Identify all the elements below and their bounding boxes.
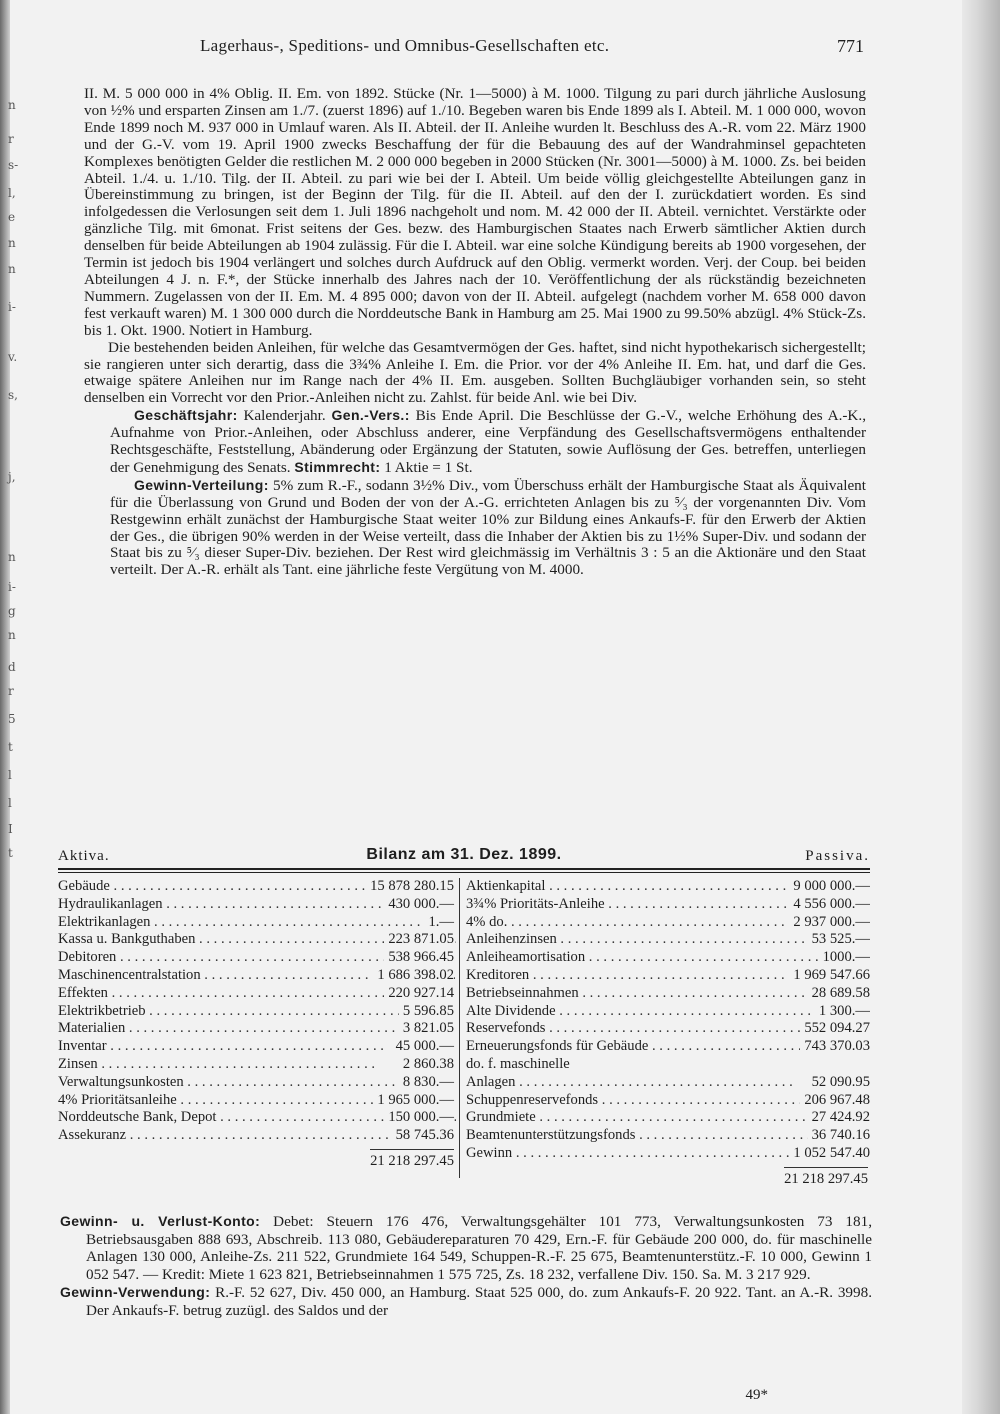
aktiva-row bbox=[58, 949, 456, 967]
aktiva-label: Effekten . . . bbox=[58, 985, 385, 1003]
aktiva-total: 21 218 297.45 bbox=[370, 1149, 454, 1171]
margin-fragment: n bbox=[8, 98, 16, 112]
passiva-label: Anleihenzinsen . . . bbox=[466, 931, 834, 949]
margin-fragment: t bbox=[8, 846, 13, 860]
aktiva-row bbox=[58, 931, 456, 949]
passiva-row bbox=[466, 1127, 870, 1145]
aktiva-row bbox=[58, 914, 456, 932]
aktiva-amount: 8 830.— bbox=[399, 1074, 454, 1092]
passiva-label: Alte Dividende . . . bbox=[466, 1003, 833, 1021]
body-text bbox=[84, 86, 866, 579]
aktiva-row bbox=[58, 1092, 456, 1110]
gv-section bbox=[60, 1213, 872, 1321]
passiva-row bbox=[466, 931, 870, 949]
passiva-amount: 28 689.58 bbox=[808, 985, 870, 1003]
gewinn-verteilung-label: Gewinn-Verteilung: bbox=[134, 476, 269, 493]
gen-vers-label: Gen.-Vers.: bbox=[331, 407, 410, 424]
aktiva-label: Hydraulikanlagen . . . bbox=[58, 896, 440, 914]
aktiva-amount: 150 000.— bbox=[384, 1109, 454, 1127]
aktiva-total-row bbox=[58, 1149, 456, 1169]
margin-fragment: r bbox=[8, 684, 14, 698]
aktiva-row bbox=[58, 985, 456, 1003]
passiva-row bbox=[466, 967, 870, 985]
passiva-column bbox=[466, 878, 870, 1187]
margin-fragment: I bbox=[8, 822, 13, 836]
aktiva-column bbox=[58, 878, 456, 1169]
aktiva-label: Verwaltungsunkosten . . . bbox=[58, 1074, 456, 1092]
aktiva-amount: 430 000.— bbox=[384, 896, 454, 914]
bilanz-title: Bilanz am 31. Dez. 1899. bbox=[366, 846, 562, 863]
aktiva-amount: 15 878 280.15 bbox=[366, 878, 454, 896]
aktiva-row bbox=[58, 1127, 456, 1145]
gv-konto-label: Gewinn- u. Verlust-Konto: bbox=[60, 1213, 261, 1229]
aktiva-amount: 220 927.14 bbox=[384, 985, 454, 1003]
passiva-label: Betriebseinnahmen . . . bbox=[466, 985, 856, 1003]
aktiva-row bbox=[58, 1003, 456, 1021]
margin-fragment: r bbox=[8, 132, 14, 146]
passiva-amount: 2 937 000.— bbox=[789, 914, 870, 932]
aktiva-row bbox=[58, 896, 456, 914]
column-divider bbox=[459, 878, 460, 1178]
margin-fragment: i- bbox=[8, 300, 16, 314]
aktiva-heading: Aktiva. bbox=[58, 848, 110, 864]
gewinn-verwendung-label: Gewinn-Verwendung: bbox=[60, 1284, 211, 1301]
gv-konto-text: Debet: Steuern 176 476, Verwaltungsgehälter 101 773, Verwaltungsunkosten 73 181, Betriebsausgaben 888 693, Abschreib. 113 080, Gebäudereparaturen 70 429, Ern.-F. für Gebäude 200 000, do. für maschinelle Anlagen 130 000, Anleihe-Zs. 211 522, Grundmiete 164 549, Schuppen-R.-F. 25 675, Beamtenunterstütz.-F. 10 000, Gewinn 1 052 547. — Kredit: Miete 1 623 821, Betriebseinnahmen 1 575 725, Zs. 18 232, verfallene Div. 150. Sa. M. 3 217 929. bbox=[86, 1213, 872, 1283]
passiva-amount: 1 300.— bbox=[815, 1003, 870, 1021]
passiva-row bbox=[466, 985, 870, 1003]
passiva-row bbox=[466, 949, 870, 967]
aktiva-label: 4% Prioritätsanleihe . . . bbox=[58, 1092, 454, 1110]
passiva-label: 3¾% Prioritäts-Anleihe . . . bbox=[466, 896, 870, 914]
aktiva-label: Gebäude . . . bbox=[58, 878, 387, 896]
stimmrecht-text: 1 Aktie = 1 St. bbox=[380, 458, 473, 476]
bilanz-header bbox=[58, 846, 870, 868]
margin-fragment: t bbox=[8, 740, 13, 754]
passiva-row bbox=[466, 1003, 870, 1021]
passiva-row bbox=[466, 914, 870, 932]
margin-fragment: n bbox=[8, 550, 16, 564]
passiva-amount: 36 740.16 bbox=[808, 1127, 870, 1145]
passiva-total-row bbox=[466, 1167, 870, 1187]
passiva-amount: 52 090.95 bbox=[808, 1074, 870, 1092]
aktiva-amount: 1 686 398.02 bbox=[373, 967, 454, 985]
passiva-amount: 53 525.— bbox=[808, 931, 870, 949]
aktiva-amount: 1.— bbox=[424, 914, 454, 932]
running-title: Lagerhaus-, Speditions- und Omnibus-Gesellschaften etc. bbox=[200, 36, 610, 55]
aktiva-amount: 45 000.— bbox=[392, 1038, 454, 1056]
passiva-label: Gewinn . . . bbox=[466, 1145, 790, 1163]
aktiva-amount: 1 965 000.— bbox=[373, 1092, 454, 1110]
passiva-label: Schuppenreservefonds . . . bbox=[466, 1092, 870, 1110]
passiva-row bbox=[466, 1038, 870, 1056]
header-rule bbox=[58, 868, 870, 873]
passiva-label: Beamtenunterstützungsfonds . . . bbox=[466, 1127, 870, 1145]
passiva-row bbox=[466, 896, 870, 914]
passiva-amount: 743 370.03 bbox=[800, 1038, 870, 1056]
aktiva-row bbox=[58, 1109, 456, 1127]
margin-fragment: g bbox=[8, 604, 16, 618]
passiva-row bbox=[466, 878, 870, 896]
passiva-amount: 206 967.48 bbox=[800, 1092, 870, 1110]
aktiva-amount: 223 871.05 bbox=[384, 931, 454, 949]
aktiva-row bbox=[58, 1020, 456, 1038]
aktiva-label: Kassa u. Bankguthaben . . . bbox=[58, 931, 456, 949]
passiva-row bbox=[466, 1056, 870, 1074]
passiva-label: do. f. maschinelle bbox=[466, 1055, 570, 1072]
passiva-row bbox=[466, 1109, 870, 1127]
passiva-row bbox=[466, 1020, 870, 1038]
passiva-label: 4% do. . . . bbox=[466, 914, 785, 932]
aktiva-label: Norddeutsche Bank, Depot . . . bbox=[58, 1109, 456, 1127]
running-head bbox=[80, 36, 870, 62]
gewinn-verteilung-text: 5% zum R.-F., sodann 3½% Div., vom Überschuss erhält der Hamburgische Staat als Äquivalent für die Überlassung von Grund und Boden der von der A.-G. errichteten Anlagen bis zu ⁵⁄₃ der vorgenannten Div. Vom Restgewinn erhält zunächst der Hamburgische Staat weiter 10% zur Bildung eines Ankaufs-F. für den Erwerb der Aktien der Ges., die übrigen 90% werden in der Weise verteilt, dass die Inhaber der Aktien bis zu 1½% Super-Div. und sodann der Staat bis zu ⁵⁄₃ dieser Super-Div. beziehen. Der Rest wird gleichmässig im Verhältnis 3 : 5 an die Aktionäre und den Staat verteilt. Der A.-R. erhält als Tant. eine jährliche feste Vergütung von M. 4000. bbox=[110, 476, 866, 579]
passiva-amount: 1000.— bbox=[819, 949, 870, 967]
passiva-row bbox=[466, 1145, 870, 1163]
aktiva-label: Zinsen . . . bbox=[58, 1056, 375, 1074]
margin-fragment: l bbox=[8, 768, 12, 782]
passiva-amount: 552 094.27 bbox=[800, 1020, 870, 1038]
gv-konto-paragraph bbox=[60, 1213, 872, 1283]
margin-fragment: n bbox=[8, 236, 16, 250]
passiva-label: Grundmiete . . . bbox=[466, 1109, 813, 1127]
aktiva-label: Elektrikanlagen . . . bbox=[58, 914, 428, 932]
margin-fragment: n bbox=[8, 628, 16, 642]
stimmrecht-label: Stimmrecht: bbox=[294, 458, 381, 475]
margin-fragment: e bbox=[8, 210, 16, 224]
aktiva-label: Inventar . . . bbox=[58, 1038, 384, 1056]
aktiva-row bbox=[58, 878, 456, 896]
passiva-label: Kreditoren . . . bbox=[466, 967, 807, 985]
margin-fragment: l, bbox=[8, 186, 16, 200]
margin-fragment: n bbox=[8, 262, 16, 276]
margin-fragment: 5 bbox=[8, 712, 16, 726]
gewinn-verwendung-paragraph bbox=[60, 1284, 872, 1319]
passiva-row bbox=[466, 1074, 870, 1092]
passiva-heading: Passiva. bbox=[805, 848, 870, 864]
margin-fragment: l bbox=[8, 796, 12, 810]
aktiva-label: Assekuranz . . . bbox=[58, 1127, 403, 1145]
aktiva-row bbox=[58, 1038, 456, 1056]
geschaeftsjahr-label: Geschäftsjahr: bbox=[134, 407, 238, 424]
passiva-label: Reservefonds . . . bbox=[466, 1020, 823, 1038]
margin-fragment: v. bbox=[8, 350, 18, 364]
margin-fragment: s, bbox=[8, 388, 18, 402]
passiva-amount: 4 556 000.— bbox=[789, 896, 870, 914]
margin-fragment: i- bbox=[8, 580, 16, 594]
aktiva-label: Elektrikbetrieb . . . bbox=[58, 1003, 423, 1021]
aktiva-row bbox=[58, 1074, 456, 1092]
aktiva-label: Maschinencentralstation . . . bbox=[58, 967, 456, 985]
passiva-amount: 1 052 547.40 bbox=[789, 1145, 870, 1163]
aktiva-amount: 5 596.85 bbox=[399, 1003, 454, 1021]
paragraph-anleihe-ii: II. M. 5 000 000 in 4% Oblig. II. Em. von 1892. Stücke (Nr. 1—5000) à M. 1000. Tilgung zu pari durch jährliche Auslosung von ½% und ersparten Zinsen am 1./7. (zuerst 1896) auf 1./10. Begeben waren bis Ende 1899 als I. Abteil. M. 1 000 000, wovon Ende 1899 noch M. 937 000 in Umlauf waren. Als II. Abteil. der II. Anleihe wurden lt. Beschluss des A.-R. vom 22. März 1900 und der G.-V. vom 19. April 1900 zwecks Beschaffung der für die Bebauung des auf der Wandrahminsel gepachteten Komplexes benötigten Gelder die restlichen M. 2 000 000 begeben in 2000 Stücken (Nr. 3001—5000) à M. 1000. Zs. bei beiden Abteil. 1./4. u. 1./10. Tilg. der II. Abteil. zu pari wie bei der I. Abteil. Um beide völlig gleichgestellte Abteilungen ganz in Übereinstimmung zu bringen, ist der Beginn der Tilg. für die II. Abteil. auf den der I. zurückdatiert worden. Es sind infolgedessen die Verlosungen seit dem 1. Juli 1896 nachgeholt und nom. M. 42 000 der II. Abteil. vernichtet. Verstärkte oder gänzliche Tilg. mit 6monat. Frist seitens der Ges. bezw. des Hamburgischen Staates nach Erwerb sämtlicher Aktien durch denselben für beide Abteilungen ab 1904 zulässig. Für die I. Abteil. war eine solche Kündigung bereits ab 1900 vorgesehen, der Termin ist jedoch bis 1904 verlängert und solches durch Aufdruck auf den Oblig. vermerkt worden. Verj. der Coup. bei beiden Abteilungen 4 J. n. F.*, der Stücke innerhalb des Jahres nach der 10. Veröffentlichung der als rückständig bezeichneten Nummern. Zugelassen von der II. Em. M. 4 895 000; davon von der II. Abteil. aufgelegt (nachdem vorher M. 658 000 davon fest verkauft waren) M. 1 300 000 durch die Norddeutsche Bank in Hamburg am 25. Mai 1900 zu 99.50% abzügl. 4% Stück-Zs. bis 1. Okt. 1900. Notiert in Hamburg. bbox=[84, 85, 866, 339]
passiva-amount: 1 969 547.66 bbox=[789, 967, 870, 985]
bilanz-table bbox=[58, 846, 870, 1187]
passiva-row bbox=[466, 1092, 870, 1110]
gewinn-verwendung-text: R.-F. 52 627, Div. 450 000, an Hamburg. Staat 525 000, do. zum Ankaufs-F. 20 922. Tant. an A.-R. 3998. Der Ankaufs-F. betrug zuzügl. des Saldos und der bbox=[86, 1284, 872, 1319]
geschaeftsjahr-text: Kalenderjahr. bbox=[237, 407, 332, 425]
passiva-total: 21 218 297.45 bbox=[784, 1167, 868, 1189]
aktiva-amount: 58 745.36 bbox=[392, 1127, 454, 1145]
paragraph-gewinn-verteilung bbox=[84, 477, 866, 579]
paragraph-anleihen-rang: Die bestehenden beiden Anleihen, für welche das Gesamtvermögen der Ges. haftet, sind nicht hypothekarisch sichergestellt; sie rangieren unter sich derartig, dass die 3¾% Anleihe I. Em. die Prior. vor der 4% Anleihe II. Em. hat, und darf die Ges. etwaige spätere Anleihen nur im Range nach der 4% II. Em. ausgeben. Sollten Buchgläubiger vorhanden sein, so steht denselben ein Vorrecht vor den Prior.-Anleihen nicht zu. Zahlst. für beide Anl. wie bei Div. bbox=[84, 338, 866, 407]
aktiva-amount: 538 966.45 bbox=[384, 949, 454, 967]
aktiva-amount: 2 860.38 bbox=[399, 1056, 454, 1074]
margin-fragment: d bbox=[8, 660, 16, 674]
aktiva-label: Materialien . . . bbox=[58, 1020, 403, 1038]
aktiva-amount: 3 821.05 bbox=[399, 1020, 454, 1038]
passiva-amount: 9 000 000.— bbox=[789, 878, 870, 896]
scan-edge-right bbox=[962, 0, 1000, 1414]
passiva-label: Erneuerungsfonds für Gebäude . . . bbox=[466, 1038, 870, 1056]
passiva-label: Anleiheamortisation . . . bbox=[466, 949, 862, 967]
passiva-amount: 27 424.92 bbox=[808, 1109, 870, 1127]
page-number: 771 bbox=[837, 36, 864, 56]
aktiva-row bbox=[58, 967, 456, 985]
passiva-label: Aktienkapital . . . bbox=[466, 878, 823, 896]
margin-fragment: s- bbox=[8, 158, 19, 172]
passiva-label: Anlagen . . . bbox=[466, 1074, 793, 1092]
gen-vers-text: Bis Ende April. Die Beschlüsse der G.-V., welche Erhöhung des A.-K., Aufnahme von Prior.-Anleihen, oder Abschluss anderer, eine Verpfändung des Gesellschaftsvermögens enthaltender Rechtsgeschäfte, Feststellung, Abänderung oder Ergänzung der Statuten, sowie Auflösung der Ges. betreffen, unterliegen der Genehmigung des Senats. bbox=[110, 407, 866, 476]
aktiva-label: Debitoren . . . bbox=[58, 949, 394, 967]
aktiva-row bbox=[58, 1056, 456, 1074]
margin-fragment: j, bbox=[8, 470, 16, 484]
sheet-signature: 49* bbox=[745, 1387, 768, 1403]
paragraph-geschaeftsjahr bbox=[84, 407, 866, 477]
